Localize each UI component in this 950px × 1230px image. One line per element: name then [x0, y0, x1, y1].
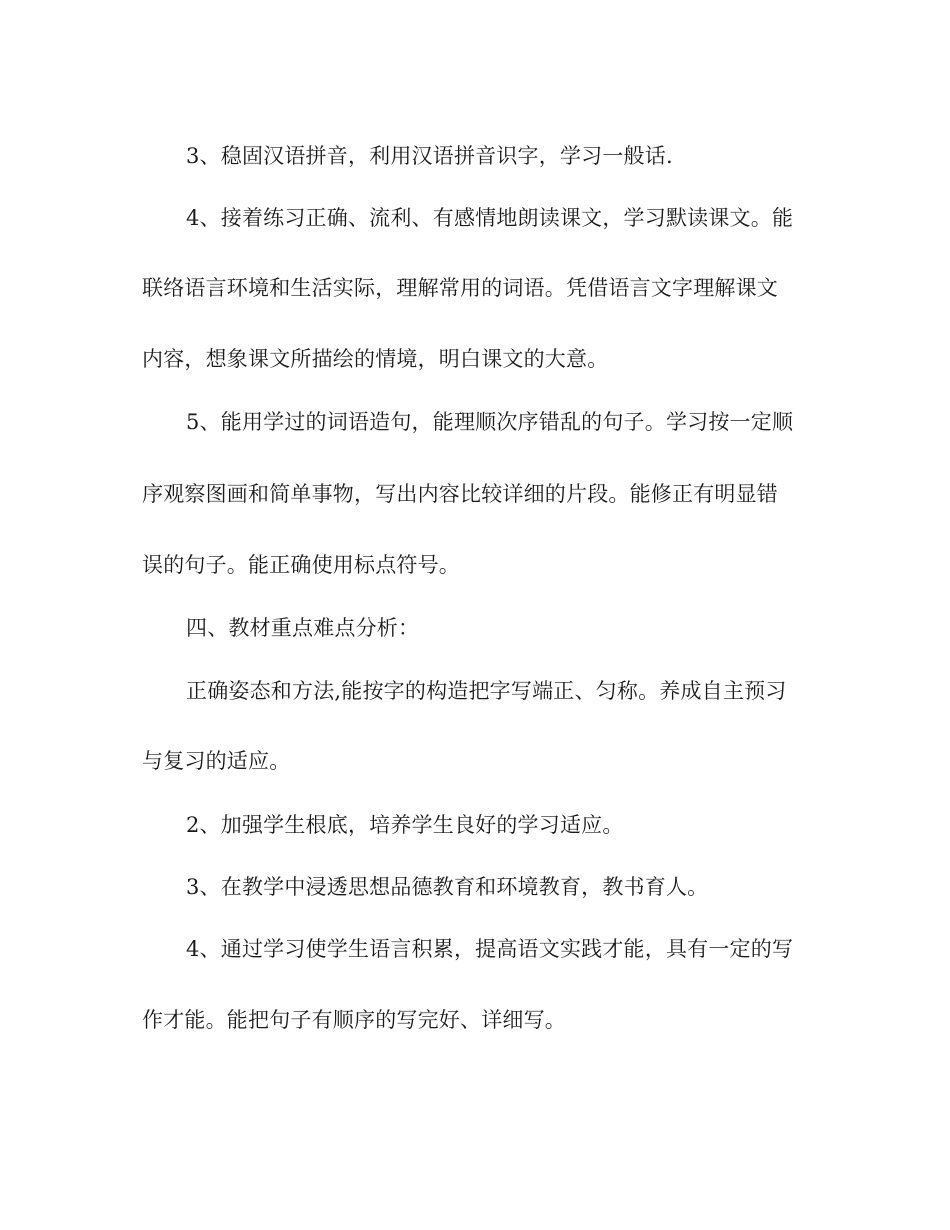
paragraph-line-9: 正确姿态和方法,能按字的构造把字写端正、匀称。养成自主预习 — [186, 679, 787, 703]
paragraph-line-6: 序观察图画和简单事物，写出内容比较详细的片段。能修正有明显错 — [142, 482, 778, 506]
paragraph-line-13: 4、通过学习使学生语言积累，提高语文实践才能，具有一定的写 — [186, 937, 794, 961]
paragraph-line-10: 与复习的适应。 — [142, 749, 291, 773]
paragraph-line-3: 联络语言环境和生活实际，理解常用的词语。凭借语言文字理解课文 — [142, 276, 778, 300]
paragraph-line-4: 内容，想象课文所描绘的情境，明白课文的大意。 — [142, 347, 609, 371]
paragraph-line-14: 作才能。能把句子有顺序的写完好、详细写。 — [142, 1008, 566, 1032]
paragraph-line-12: 3、在教学中浸透思想品德教育和环境教育，教书育人。 — [186, 875, 709, 899]
paragraph-line-5: 5、能用学过的词语造句，能理顺次序错乱的句子。学习按一定顺 — [186, 410, 794, 434]
paragraph-line-11: 2、加强学生根底，培养学生良好的学习适应。 — [186, 813, 624, 837]
section-heading: 四、教材重点难点分析： — [186, 616, 420, 640]
paragraph-line-2: 4、接着练习正确、流利、有感情地朗读课文，学习默读课文。能 — [186, 206, 794, 230]
paragraph-line-1: 3、稳固汉语拼音，利用汉语拼音识字，学习一般话. — [186, 144, 673, 168]
paragraph-line-7: 误的句子。能正确使用标点符号。 — [142, 553, 460, 577]
